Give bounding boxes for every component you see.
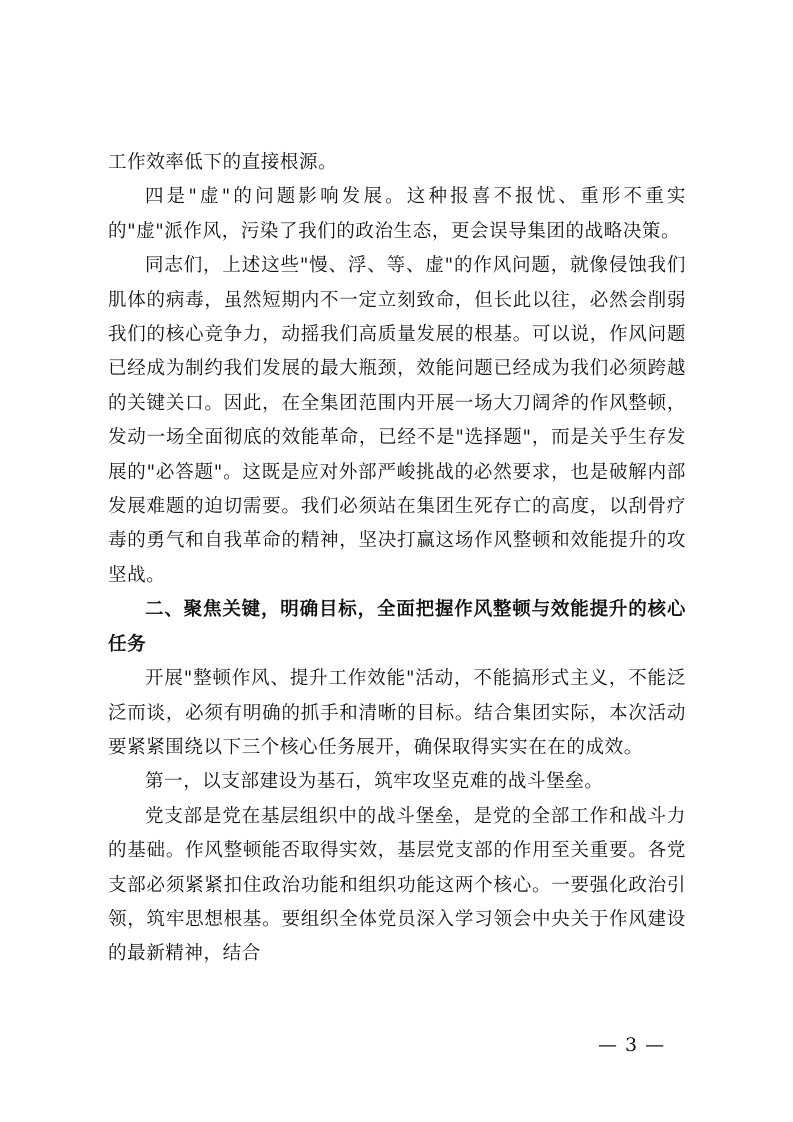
paragraph-continuation: 工作效率低下的直接根源。 <box>108 152 338 173</box>
paragraph-fourth-point: 四是"虚"的问题影响发展。这种报喜不报忧、重形不重实的"虚"派作风，污染了我们的政治生态，更会误导集团的战略决策。 <box>108 186 686 242</box>
paragraph-party-branch: 党支部是党在基层组织中的战斗堡垒，是党的全部工作和战斗力的基础。作风整顿能否取得实效，基层党支部的作用至关重要。各党支部必须紧紧扣住政治功能和组织功能这两个核心。一要强化政治引领，筑牢思想根基。要组织全体党员深入学习领会中央关于作风建设的最新精神，结合 <box>108 805 686 965</box>
page-number: — 3 — <box>598 1034 666 1056</box>
paragraph-first-task: 第一，以支部建设为基石，筑牢攻坚克难的战斗堡垒。 <box>145 771 604 793</box>
section-heading-two: 二、聚焦关键，明确目标，全面把握作风整顿与效能提升的核心任务 <box>108 599 686 655</box>
paragraph-comrades-summary: 同志们，上述这些"慢、浮、等、虚"的作风问题，就像侵蚀我们肌体的病毒，虽然短期内不一定立刻致命，但长此以往，必然会削弱我们的核心竞争力，动摇我们高质量发展的根基。可以说，作风问题已经成为制约我们发展的最大瓶颈，效能问题已经成为我们必须跨越的关键关口。因此，在全集团范围内开展一场大刀阔斧的作风整顿，发动一场全面彻底的效能革命，已经不是"选择题"，而是关乎生存发展的"必答题"。这既是应对外部严峻挑战的必然要求，也是破解内部发展难题的迫切需要。我们必须站在集团生死存亡的高度，以刮骨疗毒的勇气和自我革命的精神，坚决打赢这场作风整顿和效能提升的攻坚战。 <box>108 255 686 586</box>
paragraph-activity-intro: 开展"整顿作风、提升工作效能"活动，不能搞形式主义，不能泛泛而谈，必须有明确的抓手和清晰的目标。结合集团实际，本次活动要紧紧围绕以下三个核心任务展开，确保取得实实在在的成效。 <box>108 668 686 758</box>
document-body <box>108 146 686 972</box>
